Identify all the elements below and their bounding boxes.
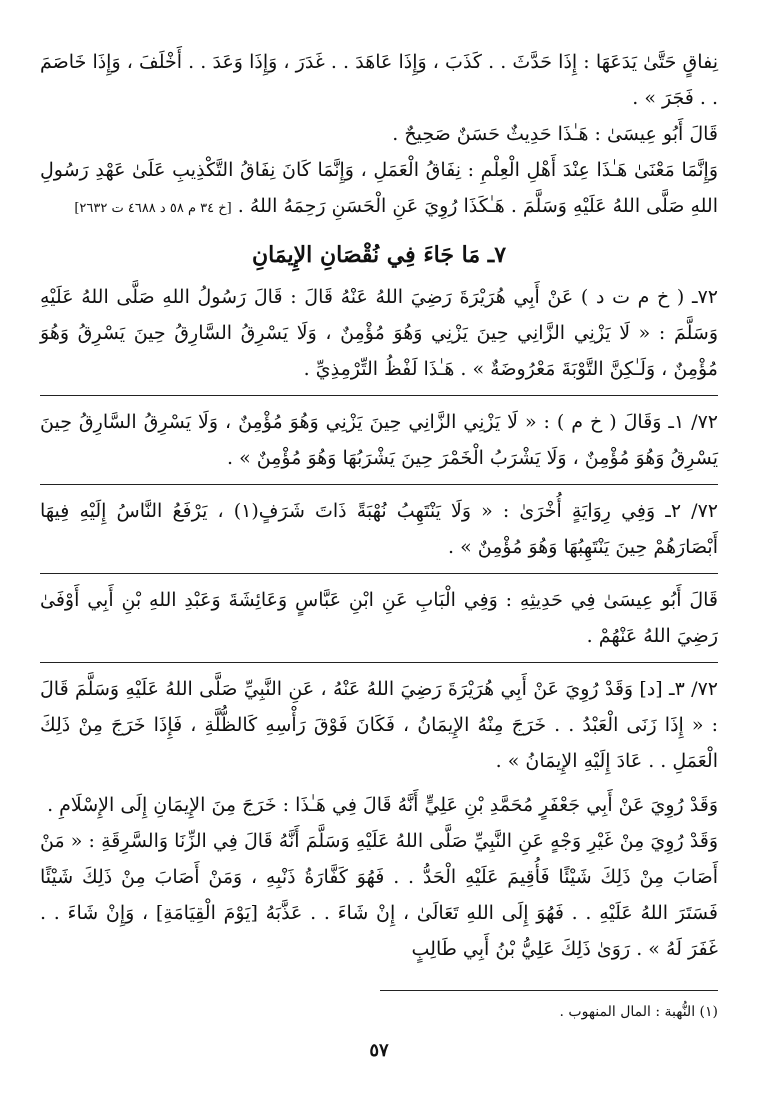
page-body <box>40 44 718 967</box>
divider <box>40 395 718 396</box>
divider <box>40 573 718 574</box>
hadith-72-1: ٧٢/ ١ـ وَقَالَ ( خ م ) : « لَا يَزْنِي الزَّانِي حِينَ يَزْنِي وَهُوَ مُؤْمِنٌ ، وَلَا يَسْرِقُ السَّارِقُ حِينَ يَسْرِقُ وَهُوَ مُؤْمِنٌ ، وَلَا يَشْرَبُ الْخَمْرَ حِينَ يَشْرَبُهَا وَهُوَ مُؤْمِنٌ » . <box>40 411 718 469</box>
hadith-72: ٧٢ـ ( خ م ت د ) عَنْ أَبِي هُرَيْرَةَ رَضِيَ اللهُ عَنْهُ قَالَ : قَالَ رَسُولُ اللهِ صَلَّى اللهُ عَلَيْهِ وَسَلَّمَ : « لَا يَزْنِي الزَّانِي حِينَ يَزْنِي وَهُوَ مُؤْمِنٌ ، وَلَا يَسْرِقُ السَّارِقُ حِينَ يَسْرِقُ وَهُوَ مُؤْمِنٌ ، وَلَـٰكِنَّ التَّوْبَةَ مَعْرُوضَةٌ » . هَـٰذَا لَفْظُ التِّرْمِذِيِّ . <box>40 286 718 380</box>
abu-jafar-note: وَقَدْ رُوِيَ عَنْ أَبِي جَعْفَرٍ مُحَمَّدِ بْنِ عَلِيٍّ أَنَّهُ قَالَ فِي هَـٰذَا : خَرَجَ مِنَ الإِيمَانِ إِلَى الإِسْلَامِ . <box>47 794 718 816</box>
divider <box>40 662 718 663</box>
abu-isa-note: قَالَ أَبُو عِيسَىٰ فِي حَدِيثِهِ : وَفِي الْبَابِ عَنِ ابْنِ عَبَّاسٍ وَعَائِشَةَ وَعَبْدِ اللهِ بْنِ أَبِي أَوْفَىٰ رَضِيَ اللهُ عَنْهُمْ . <box>40 589 718 647</box>
hadith-72-2: ٧٢/ ٢ـ وَفِي رِوَايَةٍ أُخْرَىٰ : « وَلَا يَنْتَهِبُ نُهْبَةً ذَاتَ شَرَفٍ(١) ، يَرْفَعُ النَّاسُ إِلَيْهِ فِيهَا أَبْصَارَهُمْ حِينَ يَنْتَهِبُهَا وَهُوَ مُؤْمِنٌ » . <box>40 500 718 558</box>
abu-isa-grading: قَالَ أَبُو عِيسَىٰ : هَـٰذَا حَدِيثٌ حَسَنٌ صَحِيحٌ . <box>392 123 718 145</box>
footnote-rule <box>380 990 718 991</box>
page-number: ٥٧ <box>369 1040 389 1061</box>
commentary-paragraph <box>40 152 718 227</box>
footnote: (١) النُّهبة : المال المنهوب . <box>559 1004 718 1020</box>
section-title: ٧ـ مَا جَاءَ فِي نُقْصَانِ الإِيمَانِ <box>251 242 507 268</box>
source-reference: [خ ٣٤ م ٥٨ د ٤٦٨٨ ت ٢٦٣٢] <box>74 201 232 216</box>
continued-hadith-paragraph: نِفاقٍ حَتَّىٰ يَدَعَهَا : إِذَا حَدَّثَ . . كَذَبَ ، وَإِذَا عَاهَدَ . . غَدَرَ ، وَإِذَا وَعَدَ . . أَخْلَفَ ، وَإِذَا خَاصَمَ . . فَجَرَ » . <box>40 51 718 109</box>
commentary-text: وَإِنَّمَا مَعْنَىٰ هَـٰذَا عِنْدَ أَهْلِ الْعِلْمِ : نِفَاقُ الْعَمَلِ ، وَإِنَّمَا كَانَ نِفَاقُ التَّكْذِيبِ عَلَىٰ عَهْدِ رَسُولِ اللهِ صَلَّى اللهُ عَلَيْهِ وَسَلَّمَ . هَـٰكَذَا رُوِيَ عَنِ الْحَسَنِ رَحِمَهُ اللهُ . <box>40 159 718 217</box>
divider <box>40 484 718 485</box>
hadith-72-3: ٧٢/ ٣ـ [د] وَقَدْ رُوِيَ عَنْ أَبِي هُرَيْرَةَ رَضِيَ اللهُ عَنْهُ ، عَنِ النَّبِيِّ صَلَّى اللهُ عَلَيْهِ وَسَلَّمَ قَالَ : « إِذَا زَنَى الْعَبْدُ . . خَرَجَ مِنْهُ الإِيمَانُ ، فَكَانَ فَوْقَ رَأْسِهِ كَالظُّلَّةِ ، فَإِذَا خَرَجَ مِنْ ذَلِكَ الْعَمَلِ . . عَادَ إِلَيْهِ الإِيمَانُ » . <box>40 678 718 772</box>
closing-paragraph: وَقَدْ رُوِيَ مِنْ غَيْرِ وَجْهٍ عَنِ النَّبِيِّ صَلَّى اللهُ عَلَيْهِ وَسَلَّمَ أَنَّهُ قَالَ فِي الزِّنَا وَالسَّرِقَةِ : « مَنْ أَصَابَ مِنْ ذَلِكَ شَيْئًا فَأُقِيمَ عَلَيْهِ الْحَدُّ . . فَهُوَ كَفَّارَةُ ذَنْبِهِ ، وَمَنْ أَصَابَ مِنْ ذَلِكَ شَيْئًا فَسَتَرَ اللهُ عَلَيْهِ . . فَهُوَ إِلَى اللهِ تَعَالَىٰ ، إِنْ شَاءَ . . عَذَّبَهُ [يَوْمَ الْقِيَامَةِ] ، وَإِنْ شَاءَ . . غَفَرَ لَهُ » . رَوَىٰ ذَلِكَ عَلِيُّ بْنُ أَبِي طَالِبٍ <box>40 830 718 960</box>
